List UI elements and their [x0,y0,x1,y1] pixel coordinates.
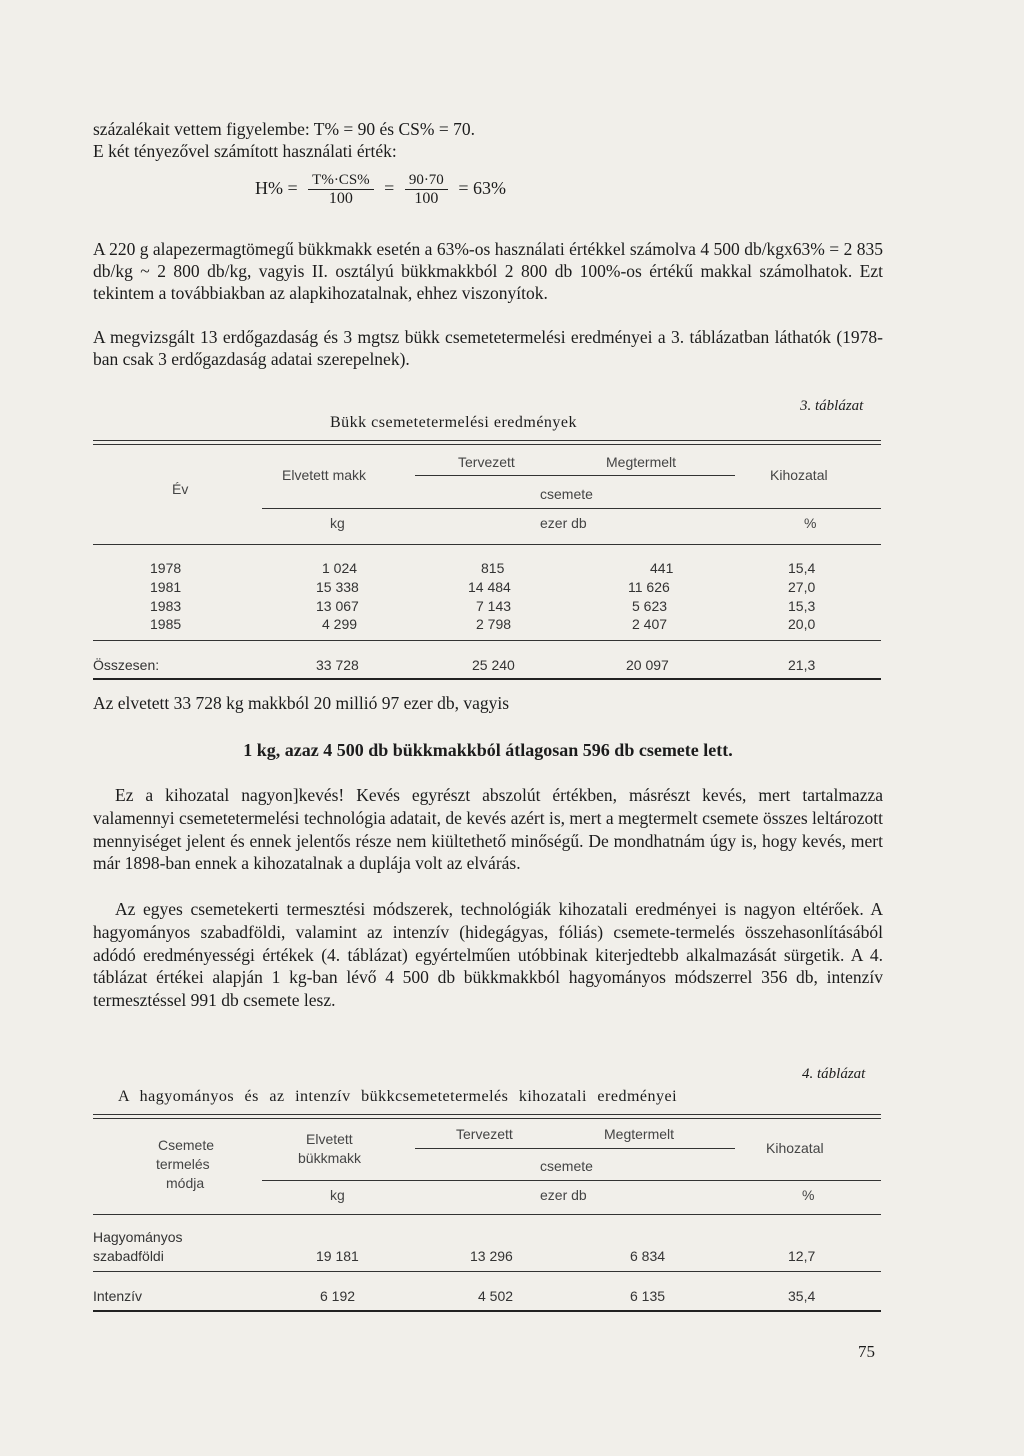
table3-header-elvetett: Elvetett makk [282,467,367,483]
paragraph-8: Az egyes csemetekerti termesztési módszerek, technológiák kihozatali eredményei is nagyon eltérőek. A hagyományos szabadföldi, valamint az intenzív (hidegágyas, fóliás) csemete-termelés összehasonlításából adódó eredményességi értékek (4. táblázat) egyértelműen utóbbinak kiterjedtebb alkalmazását sürgetik. A 4. táblázat értékei alapján 1 kg-ban lévő 4 500 db bükkmakkból hagyományos módszerrel 356 db, intenzív termesztéssel 991 db csemete lesz. [93,899,883,1011]
paragraph-3: A 220 g alapezermagtömegű bükkmakk esetén a 63%-os használati értékkel számolva 4 500 db/kgx63% = 2 835 db/kg ~ 2 800 db/kg, vagyis II. osztályú bükkmakkból 2 800 db 100%-os értékű makkal számolhatok. Ezt tekintem a továbbiakban az alapkihozatalnak, ehhez viszonyítok. [93,239,883,303]
table-cell: 1981 [150,579,182,595]
table3-unit-kg: kg [330,515,345,531]
table3-units-rule [262,508,881,509]
table3-label: 3. táblázat [800,398,864,414]
table4-unit-pct: % [802,1187,815,1203]
table3-header-tervezett: Tervezett [458,454,515,470]
table-cell: 15 338 [316,579,359,595]
paragraph-1: százalékait vettem figyelembe: T% = 90 és CS% = 70. E két tényezővel számított használati érték: [93,119,475,161]
table4-header-bottom-rule [93,1214,881,1215]
page-number: 75 [858,1342,875,1361]
table-cell: 4 299 [322,616,358,632]
table-cell: 13 296 [470,1248,513,1264]
table3-unit-db: ezer db [540,515,587,531]
table4-header-elvetett-2: bükkmakk [298,1150,362,1166]
table-cell: 441 [650,560,674,576]
table3-header-kihozatal: Kihozatal [770,467,828,483]
table-cell: 2 798 [476,616,512,632]
table4-header-elvetett-1: Elvetett [306,1131,353,1147]
table-cell: 12,7 [788,1248,816,1264]
table3-top-rule-2 [93,444,881,445]
table3-total-megtermelt: 20 097 [626,657,669,673]
table3-body-bottom-rule [93,640,881,641]
table-cell: 15,4 [788,560,816,576]
table4-header-mode-3: módja [166,1175,205,1191]
table4-unit-db: ezer db [540,1187,587,1203]
table4-header-csemete: csemete [540,1158,593,1174]
usage-value-formula: H% = $\frac{T\%\cdot CS\%}{100}$ = $\frac{90\cdot 70}{100}$ = 63% [255,172,506,207]
table4-mid-rule [415,1148,735,1149]
table-cell: 5 623 [632,598,668,614]
table-cell: 6 192 [320,1288,356,1304]
table-cell: 1983 [150,598,182,614]
table3-bottom-rule [93,678,881,680]
table4-row-rule [93,1271,881,1272]
table-cell: 35,4 [788,1288,816,1304]
table3-total-tervezett: 25 240 [472,657,515,673]
table4-bottom-rule [93,1310,881,1312]
table3-total-kihozatal: 21,3 [788,657,816,673]
paragraph-5: Az elvetett 33 728 kg makkból 20 millió 97 ezer db, vagyis [93,693,510,713]
table4-unit-kg: kg [330,1187,345,1203]
table-cell: 7 143 [476,598,512,614]
table-cell: 11 626 [628,579,670,595]
table-cell: 1 024 [322,560,358,576]
table-cell: 2 407 [632,616,668,632]
table3-header-bottom-rule [93,544,881,545]
table-cell: 4 502 [478,1288,514,1304]
table4-header-tervezett: Tervezett [456,1126,513,1142]
table3-title: Bükk csemetetermelési eredmények [330,414,578,431]
table-cell: 13 067 [316,598,359,614]
table4-header-kihozatal: Kihozatal [766,1140,824,1156]
table4-title: A hagyományos és az intenzív bükkcsemetetermelés kihozatali eredményei [118,1088,678,1105]
table-cell: 815 [481,560,505,576]
table4-units-rule [262,1180,881,1181]
paragraph-4: A megvizsgált 13 erdőgazdaság és 3 mgtsz bükk csemetetermelési eredményei a 3. táblázatban láthatók (1978-ban csak 3 erdőgazdaság adatai szerepelnek). [93,327,883,369]
table-cell: 27,0 [788,579,816,595]
table3-header-ev: Év [172,481,189,497]
table-cell: 15,3 [788,598,816,614]
table3-header-megtermelt: Megtermelt [606,454,677,470]
table4-top-rule [93,1114,881,1115]
table-cell: 14 484 [468,579,511,595]
table4-row-mode: Intenzív [93,1288,143,1304]
table4-row-mode: Hagyományos [93,1229,183,1245]
table3-total-label: Összesen: [93,657,160,673]
paragraph-6-highlight: 1 kg, azaz 4 500 db bükkmakkból átlagosan 596 db csemete lett. [243,740,733,760]
table4-top-rule-2 [93,1118,881,1119]
table-cell: 1985 [150,616,182,632]
table-cell: 20,0 [788,616,816,632]
table4-header-mode-1: Csemete [158,1137,215,1153]
table3-top-rule [93,440,881,441]
table3-mid-rule [415,475,735,476]
table-cell: 6 135 [630,1288,666,1304]
table4-header-mode-2: termelés [156,1156,210,1172]
table-cell: 6 834 [630,1248,666,1264]
paragraph-7: Ez a kihozatal nagyon]kevés! Kevés egyrészt abszolút értékben, másrészt kevés, mert tartalmazza valamennyi csemetetermelési technológia adatait, de kevés azért is, mert a megtermelt csemete összes leltározott mennyiséget jelent és ennek jelentős része nem kiültethető minőségű. De mondhatnám úgy is, hogy kevés, mert már 1898-ban ennek a kihozatalnak a duplája volt az elvárás. [93,785,883,874]
table3-total-kg: 33 728 [316,657,359,673]
table-cell: 19 181 [316,1248,359,1264]
table4-label: 4. táblázat [802,1066,866,1082]
table-cell: 1978 [150,560,182,576]
table4-row-mode: szabadföldi [93,1248,164,1264]
table3-unit-pct: % [804,515,817,531]
table3-header-csemete: csemete [540,486,593,502]
table4-header-megtermelt: Megtermelt [604,1126,675,1142]
